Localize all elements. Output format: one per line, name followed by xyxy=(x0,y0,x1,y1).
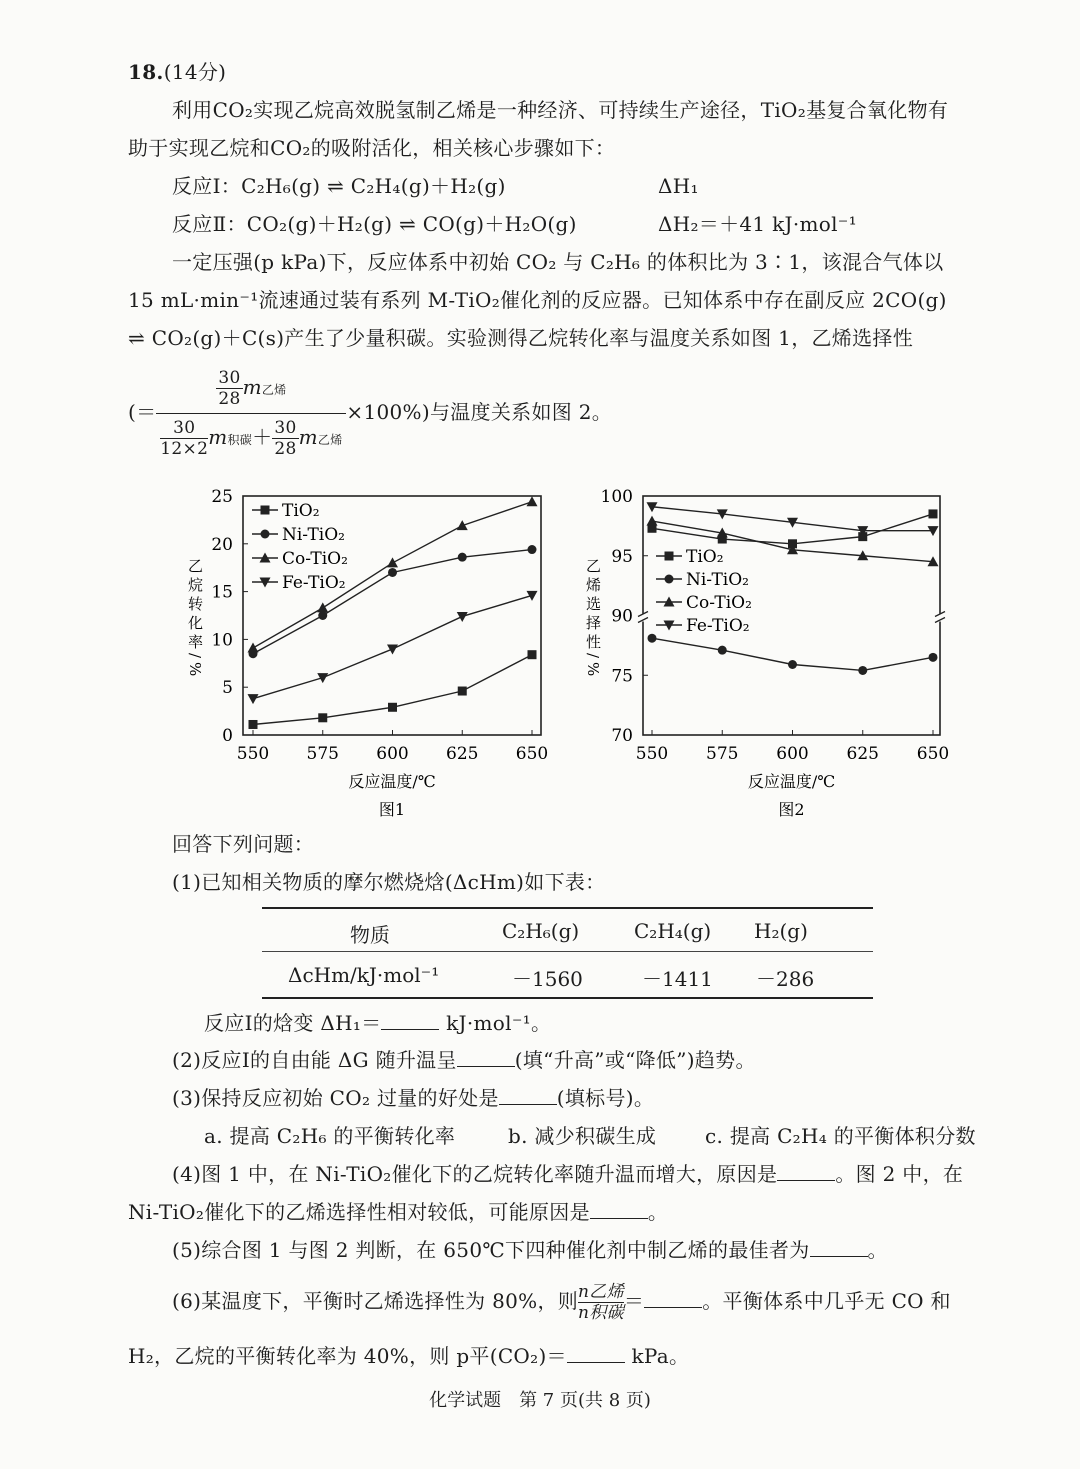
marker-circle xyxy=(665,575,674,584)
y-tick-label: 70 xyxy=(611,726,633,746)
subscript-ethylene: 乙烯 xyxy=(317,433,343,447)
y-tick-label: 0 xyxy=(222,726,233,746)
marker-triangle-down xyxy=(248,694,259,704)
marker-triangle-up xyxy=(647,516,658,526)
marker-triangle-up xyxy=(317,602,328,612)
paragraph-line-2: 15 mL·min⁻¹流速通过装有系列 M-TiO₂催化剂的反应器。已知体系中存在副反应 2CO(g) xyxy=(128,288,947,312)
figure-caption: 图1 xyxy=(378,800,406,819)
question-number: 18. xyxy=(128,60,164,84)
question-header xyxy=(128,60,226,84)
marker-triangle-down xyxy=(387,644,398,654)
x-tick-label: 550 xyxy=(236,744,270,764)
legend-label: Fe-TiO₂ xyxy=(686,616,750,636)
q6-text: (6)某温度下，平衡时乙烯选择性为 80%，则 xyxy=(172,1289,579,1313)
legend-label: Ni-TiO₂ xyxy=(686,570,749,590)
marker-square xyxy=(318,713,327,722)
marker-circle xyxy=(458,553,467,562)
intro-line-2: 助于实现乙烷和CO₂的吸附活化，相关核心步骤如下： xyxy=(128,136,616,160)
marker-square xyxy=(249,720,258,729)
coef-bottom: 28 xyxy=(274,439,297,459)
paragraph-line-3: ⇌ CO₂(g)＋C(s)产生了少量积碳。实验测得乙烷转化率与温度关系如图 1，乙烯选择性 xyxy=(128,326,913,350)
series-square xyxy=(648,509,938,548)
x-tick-label: 600 xyxy=(776,744,809,764)
x-tick-label: 575 xyxy=(306,744,339,764)
ratio-numerator: n乙烯 xyxy=(578,1282,624,1302)
mass-symbol: m xyxy=(208,425,228,449)
q1-text: 反应Ⅰ的焓变 ΔH₁＝ xyxy=(204,1011,382,1035)
marker-square xyxy=(458,687,467,696)
marker-circle xyxy=(788,660,797,669)
marker-triangle-up xyxy=(248,643,259,653)
table-cell: －286 xyxy=(756,967,815,991)
series-line xyxy=(253,655,532,725)
chart-1 xyxy=(186,487,548,819)
q4-text-2: 。图 2 中，在 xyxy=(835,1162,964,1186)
series-circle xyxy=(648,634,938,675)
x-tick-label: 550 xyxy=(635,744,669,764)
figure-caption: 图2 xyxy=(778,800,805,819)
q6-text-2: 。平衡体系中几乎无 CO 和 xyxy=(702,1289,951,1313)
x-tick-label: 650 xyxy=(515,744,549,764)
paragraph-line-1: 一定压强(p kPa)下，反应体系中初始 CO₂ 与 C₂H₆ 的体积比为 3∶1，该混合气体以 xyxy=(172,250,944,274)
answer-blank[interactable] xyxy=(381,1011,439,1030)
y-tick-label: 10 xyxy=(211,630,233,651)
table-header: 物质 xyxy=(350,923,390,947)
x-tick-label: 625 xyxy=(446,744,479,764)
intro-line-1: 利用CO₂实现乙烷高效脱氢制乙烯是一种经济、可持续生产途径，TiO₂基复合氧化物有 xyxy=(172,98,949,122)
marker-square xyxy=(665,552,674,561)
subscript-ethylene: 乙烯 xyxy=(261,383,287,397)
formula-open: (＝ xyxy=(128,400,157,424)
table-cell: －1560 xyxy=(512,967,583,991)
reaction-1-enthalpy: ΔH₁ xyxy=(658,174,699,198)
question-2 xyxy=(172,1048,756,1072)
marker-square xyxy=(261,506,270,515)
q3-hint: (填标号)。 xyxy=(556,1086,655,1110)
table-header: C₂H₄(g) xyxy=(634,919,712,943)
question-4-line-1 xyxy=(172,1162,963,1186)
question-3 xyxy=(172,1086,654,1110)
marker-circle xyxy=(929,653,938,662)
series-triangle-down xyxy=(248,591,538,704)
numerator-coefficient xyxy=(216,368,242,409)
question-6-line-2 xyxy=(128,1344,689,1368)
formula-main-fraction xyxy=(156,368,346,459)
y-tick-label: 25 xyxy=(211,487,233,507)
legend-label: TiO₂ xyxy=(282,501,320,521)
mole-ratio-fraction xyxy=(578,1282,624,1323)
x-tick-label: 625 xyxy=(846,744,879,764)
x-tick-label: 600 xyxy=(376,744,409,764)
series-square xyxy=(249,650,537,729)
q5-end: 。 xyxy=(867,1238,888,1262)
answer-blank[interactable] xyxy=(457,1048,515,1067)
marker-circle xyxy=(388,568,397,577)
marker-triangle-down xyxy=(457,612,468,622)
marker-square xyxy=(929,509,938,518)
question-1: (1)已知相关物质的摩尔燃烧焓(ΔcHm)如下表： xyxy=(172,870,606,894)
y-tick-label: 95 xyxy=(611,546,633,567)
reaction-2: 反应Ⅱ：CO₂(g)＋H₂(g) ⇌ CO(g)＋H₂O(g) xyxy=(172,212,577,236)
ratio-denominator: n积碳 xyxy=(578,1303,624,1323)
coef-top: 30 xyxy=(160,418,208,439)
q2-text: (2)反应Ⅰ的自由能 ΔG 随升温呈 xyxy=(172,1048,457,1072)
mass-symbol: m xyxy=(298,425,318,449)
marker-circle xyxy=(858,666,867,675)
x-axis-label: 反应温度/℃ xyxy=(747,772,836,791)
y-tick-label: 20 xyxy=(211,534,233,555)
y-tick-label: 5 xyxy=(222,678,233,699)
y-tick-label: 100 xyxy=(600,487,633,507)
marker-triangle-up xyxy=(387,557,398,567)
question-points: (14分) xyxy=(163,60,227,84)
legend-label: Ni-TiO₂ xyxy=(282,525,345,545)
q3-text: (3)保持反应初始 CO₂ 过量的好处是 xyxy=(172,1086,499,1110)
question-1-fill xyxy=(204,1011,551,1035)
question-5 xyxy=(172,1238,888,1262)
question-4-line-2 xyxy=(128,1200,668,1224)
coef-top: 30 xyxy=(218,368,241,388)
q4-text: (4)图 1 中，在 Ni-TiO₂催化下的乙烷转化率随升温而增大，原因是 xyxy=(172,1162,778,1186)
x-axis-label: 反应温度/℃ xyxy=(348,772,436,791)
reaction-1: 反应Ⅰ：C₂H₆(g) ⇌ C₂H₄(g)＋H₂(g) xyxy=(172,174,506,198)
equals-sign: ＝ xyxy=(623,1289,645,1313)
q4-end: 。 xyxy=(647,1200,669,1224)
y-axis-label: 乙烯选择性/% xyxy=(584,558,602,681)
q5-text: (5)综合图 1 与图 2 判断，在 650℃下四种催化剂中制乙烯的最佳者为 xyxy=(172,1238,810,1262)
reaction-2-enthalpy: ΔH₂＝＋41 kJ·mol⁻¹ xyxy=(658,212,857,236)
marker-circle xyxy=(718,646,727,655)
q1-unit: kJ·mol⁻¹。 xyxy=(439,1011,552,1035)
coef-bottom: 12×2 xyxy=(160,439,209,459)
marker-circle xyxy=(648,634,657,643)
question-6-line-1 xyxy=(172,1282,951,1323)
marker-circle xyxy=(261,530,270,539)
marker-circle xyxy=(528,545,537,554)
table-row-label: ΔcHm/kJ·mol⁻¹ xyxy=(288,963,440,987)
denominator-coefficient-1 xyxy=(160,418,208,459)
mass-symbol: m xyxy=(242,375,262,399)
q6-unit: kPa。 xyxy=(624,1344,690,1368)
q6-text-3: H₂，乙烷的平衡转化率为 40%，则 p平(CO₂)＝ xyxy=(128,1344,567,1368)
answer-blank[interactable] xyxy=(499,1086,557,1105)
table-divider xyxy=(262,951,873,952)
marker-triangle-up xyxy=(457,520,468,530)
legend-label: Co-TiO₂ xyxy=(686,593,752,613)
x-tick-label: 575 xyxy=(706,744,739,764)
legend-label: Fe-TiO₂ xyxy=(282,573,346,593)
coef-bottom: 28 xyxy=(218,389,241,409)
q3-option-b: b. 减少积碳生成 xyxy=(508,1124,657,1148)
series-triangle-down xyxy=(647,502,939,536)
marker-square xyxy=(388,703,397,712)
answer-blank[interactable] xyxy=(777,1162,835,1181)
answer-blank[interactable] xyxy=(644,1289,702,1308)
formula-numerator xyxy=(156,368,346,414)
x-tick-label: 650 xyxy=(916,744,950,764)
page-footer: 化学试题 第 7 页(共 8 页) xyxy=(429,1390,651,1411)
table-header: H₂(g) xyxy=(754,919,808,943)
y-tick-label: 75 xyxy=(611,666,633,687)
formula-denominator xyxy=(156,414,346,459)
marker-square xyxy=(528,650,537,659)
answers-heading: 回答下列问题： xyxy=(172,832,315,856)
formula-close: ×100%)与温度关系如图 2。 xyxy=(346,400,613,424)
answer-blank[interactable] xyxy=(567,1344,625,1363)
answer-blank[interactable] xyxy=(590,1200,648,1219)
chart-2 xyxy=(584,487,949,819)
table-header: C₂H₆(g) xyxy=(502,919,580,943)
selectivity-formula xyxy=(128,368,612,459)
combustion-enthalpy-table xyxy=(262,907,873,999)
q4-text-3: Ni-TiO₂催化下的乙烯选择性相对较低，可能原因是 xyxy=(128,1200,590,1224)
plus-sign: ＋ xyxy=(252,425,273,449)
y-axis-label: 乙烷转化率/% xyxy=(186,558,204,681)
denominator-coefficient-2 xyxy=(272,418,298,459)
answer-blank[interactable] xyxy=(810,1238,868,1257)
y-tick-label: 15 xyxy=(211,582,233,603)
coef-top: 30 xyxy=(274,418,297,438)
marker-triangle-up xyxy=(527,496,538,506)
q2-hint: (填“升高”或“降低”)趋势。 xyxy=(514,1048,756,1072)
q3-option-c: c. 提高 C₂H₄ 的平衡体积分数 xyxy=(705,1124,976,1148)
legend-label: Co-TiO₂ xyxy=(282,549,348,569)
q3-option-a: a. 提高 C₂H₆ 的平衡转化率 xyxy=(204,1124,456,1148)
table-cell: －1411 xyxy=(642,967,713,991)
y-tick-label: 90 xyxy=(611,606,633,627)
legend-label: TiO₂ xyxy=(686,547,724,567)
subscript-carbon: 积碳 xyxy=(227,433,253,447)
